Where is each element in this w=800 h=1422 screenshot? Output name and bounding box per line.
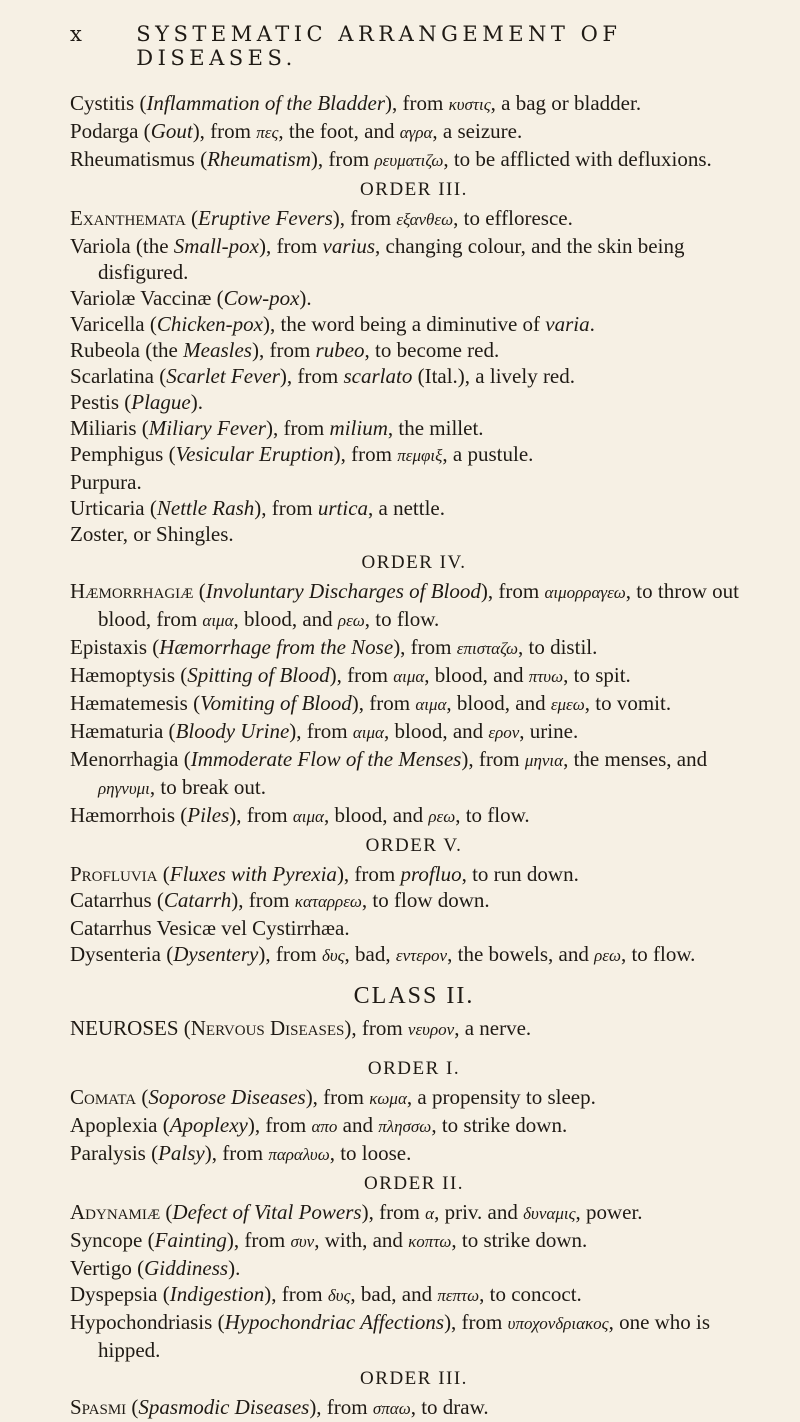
greek-etymon: πεμφιξ [397,446,443,465]
entry-text: ( [185,206,199,230]
entry-text: Epistaxis ( [70,635,160,659]
disease-entry [70,363,758,389]
entry-text: ), from [226,1228,291,1252]
italic-term: Cow-pox [223,286,300,310]
italic-term: Nettle Rash [156,496,255,520]
disease-entry [70,146,758,174]
disease-entry [70,205,758,233]
entry-text: Varicella ( [70,312,157,336]
disease-entry [70,118,758,146]
entry-text: ). [299,286,312,310]
entry-text: , to vomit. [584,691,672,715]
disease-entry [70,634,758,662]
greek-etymon: καταρρεω [294,892,362,911]
disease-entry [70,285,758,311]
disease-entry [70,1140,758,1168]
disease-entry [70,662,758,690]
italic-term: Piles [187,803,230,827]
entry-text: Variola (the [70,234,174,258]
entry-text: ), from [329,663,394,687]
order-heading: ORDER III. [360,1368,468,1389]
entry-text: , bad, [344,942,396,966]
greek-etymon: επισταζω [456,639,519,658]
smallcaps-term: Exanthemata [70,206,186,230]
italic-term: Fluxes with Pyrexia [169,862,337,886]
entry-text: , a pustule. [442,442,534,466]
italic-term: scarlato [343,364,413,388]
disease-entry [70,915,758,941]
entry-text: Variolæ Vaccinæ ( [70,286,224,310]
entry-text: , blood, and [424,663,529,687]
entry-text: , a nerve. [454,1016,532,1040]
entry-text: , blood, and [383,719,489,743]
italic-term: Defect of Vital Powers [172,1200,362,1224]
disease-entry [70,415,758,441]
entry-text: Hæmaturia ( [70,719,176,743]
italic-term: rubeo [315,338,365,362]
entry-text: , to spit. [563,663,631,687]
smallcaps-term: Nervous Diseases [190,1016,345,1040]
entry-text: Pemphigus ( [70,442,176,466]
italic-term: urtica [317,496,369,520]
entry-text: Dyspepsia ( [70,1282,170,1306]
greek-etymon: δυς [321,946,345,965]
entry-text: ), from [279,364,344,388]
class-description [70,1015,758,1043]
italic-term: Inflammation of the Bladder [146,91,385,115]
order-heading: ORDER IV. [361,552,467,573]
italic-term: Apoplexy [169,1113,248,1137]
entry-text: , the bowels, and [447,942,595,966]
entry-text: , to break out. [149,775,266,799]
entry-text: ), from [461,747,525,771]
order-heading: ORDER III. [360,179,468,200]
entry-text: ( [126,1395,139,1419]
entry-text: ), from [254,496,318,520]
greek-etymon: αιμα [202,611,234,630]
entry-text: Hæmorrhois ( [70,803,188,827]
running-title: SYSTEMATIC ARRANGEMENT OF DISEASES. [136,22,622,70]
entry-text: , to strike down. [451,1228,588,1252]
disease-entry [70,1281,758,1309]
disease-entry [70,311,758,337]
disease-entry [70,1309,758,1363]
smallcaps-term: Hæmorrhagiæ [70,579,194,603]
entry-text: Miliaris ( [70,416,149,440]
entry-text: , blood, and [233,607,338,631]
italic-term: varia [545,312,590,336]
italic-term: Catarrh [163,888,232,912]
greek-etymon: κωμα [369,1089,407,1108]
greek-etymon: ερον [488,723,520,742]
entry-text: ), from [247,1113,312,1137]
entry-text: ), from [204,1141,269,1165]
entry-text: , the menses, and [563,747,708,771]
greek-etymon: σπαω [372,1399,411,1418]
entry-text: , to run down. [461,862,579,886]
italic-term: Measles [183,338,252,362]
disease-entry [70,578,758,634]
disease-entry [70,718,758,746]
entry-text: Vertigo ( [70,1256,145,1280]
italic-term: profluo [400,862,462,886]
entry-text: ), from [385,91,449,115]
entry-text: ). [190,390,203,414]
smallcaps-term: Spasmi [70,1395,127,1419]
entry-text: , one who is hipped. [98,1310,711,1362]
greek-etymon: μηνια [524,751,564,770]
italic-term: Vomiting of Blood [200,691,352,715]
greek-etymon: πεπτω [437,1286,480,1305]
entry-text: ), from [336,862,401,886]
greek-etymon: α [425,1204,435,1223]
greek-etymon: αιμα [352,723,384,742]
entry-text: ), from [192,119,257,143]
greek-etymon: δυς [327,1286,351,1305]
entry-text: ( [157,862,170,886]
entry-text: Urticaria ( [70,496,157,520]
entry-text: ), from [229,803,293,827]
entry-text: Purpura. [70,470,142,494]
entry-text: , to concoct. [479,1282,582,1306]
entry-text: Menorrhagia ( [70,747,191,771]
entry-text: , to be afflicted with defluxions. [443,147,712,171]
entry-text: Hypochondriasis ( [70,1310,225,1334]
entry-text: ), from [251,338,316,362]
disease-entry [70,690,758,718]
greek-etymon: αγρα [399,123,433,142]
greek-etymon: πλησσω [378,1117,432,1136]
italic-term: Palsy [158,1141,205,1165]
order-heading: ORDER I. [367,1058,461,1079]
entry-text: , to flow. [620,942,696,966]
entry-text: Dysenteria ( [70,942,174,966]
entry-text: , the foot, and [278,119,400,143]
entry-text: , with, and [314,1228,409,1252]
italic-term: Scarlet Fever [166,364,280,388]
entry-text: Zoster, or Shingles. [70,522,234,546]
italic-term: Spitting of Blood [187,663,330,687]
italic-term: Hypochondriac Affections [224,1310,445,1334]
entry-text: ), from [344,1016,408,1040]
disease-entry [70,861,758,887]
italic-term: Fainting [154,1228,227,1252]
entry-text: ), from [332,206,397,230]
italic-term: Immoderate Flow of the Menses [190,747,462,771]
entry-text: Syncope ( [70,1228,155,1252]
disease-entry [70,1112,758,1140]
entry-text: , changing colour, and the skin being disfigured. [98,234,685,284]
entry-text: , the millet. [387,416,484,440]
entry-text: Paralysis ( [70,1141,159,1165]
greek-etymon: εξανθεω [396,210,454,229]
greek-etymon: ρευματιζω [374,151,444,170]
entry-text: ), from [231,888,295,912]
entry-text: Catarrhus Vesicæ vel Cystirrhæa. [70,916,350,940]
entry-text: , a bag or bladder. [490,91,642,115]
greek-etymon: ρεω [594,946,621,965]
order-heading: ORDER V. [365,835,463,856]
italic-term: Miliary Fever [148,416,266,440]
disease-entry [70,233,758,285]
disease-entry [70,441,758,469]
entry-text: , to become red. [364,338,500,362]
greek-etymon: ρεω [337,611,365,630]
entry-text: , to strike down. [431,1113,568,1137]
page-content [70,90,758,1422]
entry-text: Rubeola (the [70,338,184,362]
italic-term: Indigestion [169,1282,265,1306]
italic-term: Eruptive Fevers [198,206,333,230]
entry-text: ), from [258,942,322,966]
greek-etymon: κοπτω [408,1232,452,1251]
entry-text: Hæmoptysis ( [70,663,188,687]
italic-term: Hæmorrhage from the Nose [159,635,394,659]
disease-entry [70,887,758,915]
disease-entry [70,389,758,415]
disease-entry [70,1084,758,1112]
italic-term: Bloody Urine [175,719,290,743]
entry-text: ( [193,579,206,603]
smallcaps-term: Comata [70,1085,137,1109]
greek-etymon: υποχονδριακος [507,1314,609,1333]
greek-etymon: πτυω [528,667,564,686]
greek-etymon: αιμα [415,695,447,714]
disease-entry [70,941,758,969]
greek-etymon: δυναμις [523,1204,576,1223]
entry-text: ), from [333,442,398,466]
greek-etymon: αιμα [393,667,425,686]
entry-text: Apoplexia ( [70,1113,170,1137]
greek-etymon: αιμα [292,807,324,826]
entry-text: ), from [305,1085,370,1109]
entry-text: , bad, and [350,1282,438,1306]
entry-text: , to loose. [329,1141,412,1165]
entry-text: , blood, and [446,691,551,715]
greek-etymon: απο [311,1117,338,1136]
entry-text: , priv. and [434,1200,524,1224]
entry-text: , urine. [519,719,579,743]
disease-entry [70,1394,758,1422]
italic-term: Vesicular Eruption [175,442,334,466]
disease-entry [70,90,758,118]
italic-term: Giddiness [144,1256,229,1280]
entry-text: ), from [444,1310,508,1334]
greek-etymon: αιμορραγεω [544,583,626,602]
italic-term: Dysentery [173,942,259,966]
entry-text: NEUROSES ( [70,1016,191,1040]
entry-text: and [337,1113,379,1137]
disease-entry [70,469,758,495]
entry-text: (Ital.), a lively red. [412,364,576,388]
entry-text: , blood, and [323,803,429,827]
disease-entry [70,1199,758,1227]
italic-term: Rheumatism [207,147,311,171]
greek-etymon: παραλυω [268,1145,330,1164]
italic-term: Spasmodic Diseases [138,1395,310,1419]
italic-term: Plague [131,390,191,414]
entry-text: ), from [264,1282,328,1306]
entry-text: ), from [265,416,330,440]
greek-etymon: εμεω [550,695,585,714]
page-number: x [70,22,83,46]
entry-text: ), from [310,147,375,171]
entry-text: , to throw out blood, from [98,579,739,631]
entry-text: ), the word being a diminutive of [263,312,546,336]
disease-entry [70,337,758,363]
entry-text: Pestis ( [70,390,132,414]
disease-entry [70,802,758,830]
order-heading: ORDER II. [363,1173,465,1194]
italic-term: milium [329,416,388,440]
disease-entry [70,1227,758,1255]
entry-text: , power. [575,1200,643,1224]
italic-term: Involuntary Discharges of Blood [205,579,481,603]
italic-term: varius [322,234,376,258]
entry-text: , a nettle. [368,496,445,520]
entry-text: ), from [351,691,416,715]
entry-text: ), from [480,579,545,603]
entry-text: Scarlatina ( [70,364,167,388]
entry-text: , to flow down. [361,888,490,912]
entry-text: Cystitis ( [70,91,147,115]
entry-text: ( [136,1085,149,1109]
greek-etymon: ρεω [428,807,456,826]
italic-term: Small-pox [173,234,259,258]
entry-text: , to distil. [518,635,598,659]
entry-text: , to flow. [364,607,440,631]
italic-term: Chicken-pox [156,312,263,336]
greek-etymon: πες [256,123,279,142]
entry-text: ), from [361,1200,426,1224]
entry-text: Catarrhus ( [70,888,164,912]
greek-etymon: ρηγνυμι [98,779,150,798]
entry-text: ( [160,1200,173,1224]
entry-text: ), from [393,635,457,659]
entry-text: . [589,312,595,336]
entry-text: , to draw. [410,1395,489,1419]
italic-term: Soporose Diseases [148,1085,306,1109]
disease-entry [70,495,758,521]
entry-text: , a seizure. [432,119,523,143]
entry-text: ), from [258,234,323,258]
entry-text: Rheumatismus ( [70,147,208,171]
greek-etymon: εντερον [395,946,448,965]
disease-entry [70,1255,758,1281]
entry-text: ). [228,1256,241,1280]
entry-text: , to effloresce. [453,206,573,230]
greek-etymon: κυστις [448,95,491,114]
disease-entry [70,746,758,802]
entry-text: Podarga ( [70,119,151,143]
smallcaps-term: Profluvia [70,862,158,886]
disease-entry [70,521,758,547]
page-header [70,22,758,70]
greek-etymon: συν [290,1232,315,1251]
smallcaps-term: Adynamiæ [70,1200,161,1224]
entry-text: , to flow. [455,803,530,827]
entry-text: ), from [289,719,353,743]
class-heading: CLASS II. [353,983,475,1009]
entry-text: , a propensity to sleep. [406,1085,596,1109]
greek-etymon: νευρον [407,1020,455,1039]
entry-text: ), from [309,1395,373,1419]
entry-text: Hæmatemesis ( [70,691,201,715]
italic-term: Gout [150,119,193,143]
